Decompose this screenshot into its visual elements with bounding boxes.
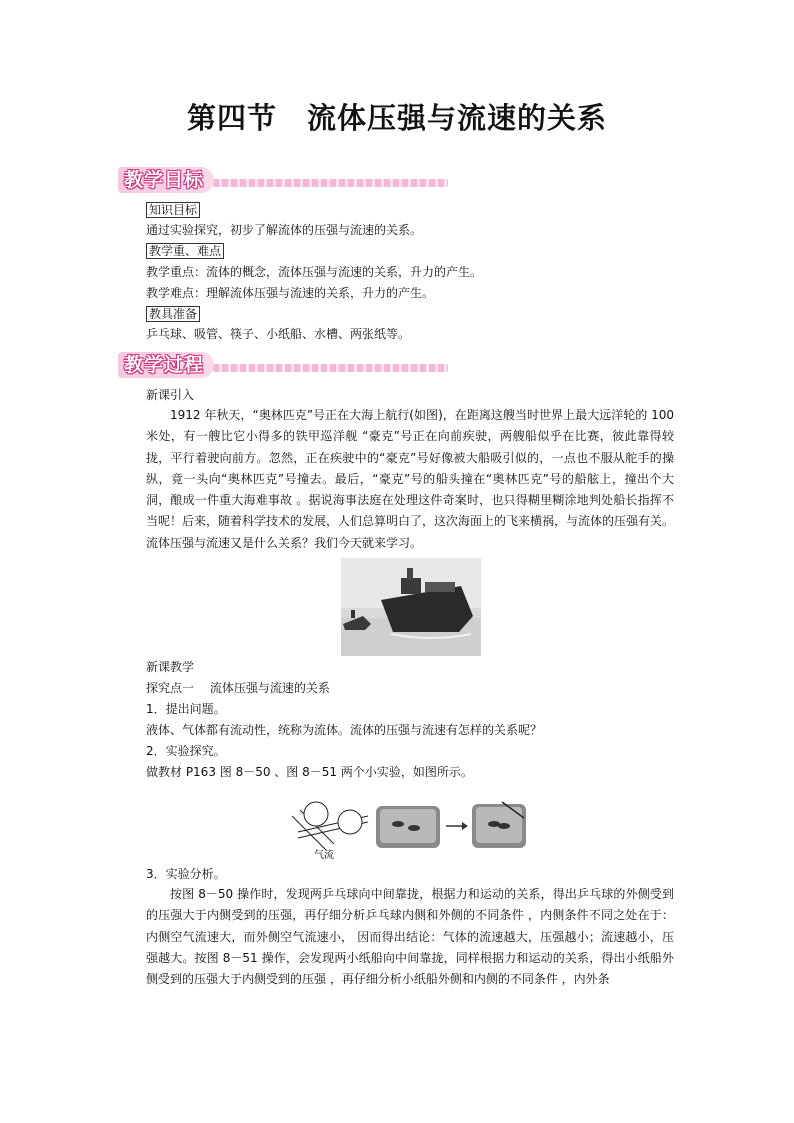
new-lesson-heading: 新课教学 (146, 660, 195, 674)
tools-text: 乒乓球、吸管、筷子、小纸船、水槽、两张纸等。 (146, 327, 411, 341)
banner-stripe (213, 179, 448, 187)
analysis-paragraph: 按图 8－50 操作时，发现两乒乓球向中间靠拢，根据力和运动的关系，得出乒乓球的外侧受到的压强大于内侧受到的压强，再仔细分析乒乓球内侧和外侧的不同条件 ，内侧条件不同之处在于：内侧空气流速大，而外侧空气流速小， 因而得出结论：气体的流速越大，压强越小；流速越小，压强越大。按图 8－51 操作，会发现两小纸船向中间靠拢，同样根据力和运动的关系，得出小纸船外侧受到的压强大于内侧受到的压强 ，再仔细分析小纸船外侧和内侧的不同条件 ，内外条 (146, 887, 674, 987)
page-title (0, 96, 794, 137)
step-1: 1．提出问题。 (146, 702, 226, 716)
banner-label: 教学目标 (118, 167, 214, 193)
question-text: 液体、气体都有流动性，统称为流体。流体的压强与流速有怎样的关系呢？ (146, 723, 543, 737)
tools-label: 教具准备 (146, 306, 200, 322)
section-banner-process (118, 350, 448, 380)
key-point-text: 教学重点：流体的概念，流体压强与流速的关系，升力的产生。 (146, 265, 483, 279)
banner-label: 教学过程 (118, 352, 214, 378)
banner-stripe (213, 364, 448, 372)
key-points-label: 教学重、难点 (146, 243, 224, 259)
step-3: 3．实验分析。 (146, 867, 226, 881)
section-banner-goals (118, 165, 448, 195)
intro-paragraph: 1912 年秋天，“奥林匹克”号正在大海上航行(如图)，在距离这艘当时世界上最大远洋轮的 100 米处，有一艘比它小得多的铁甲巡洋舰 “豪克”号正在向前疾驶，两艘船似乎在比赛，彼此靠得较拢，平行着驶向前方。忽然，正在疾驶中的“豪克”号好像被大船吸引似的，一点也不服从舵手的操纵，竟一头向“奥林匹克”号撞去。最后，“豪克”号的船头撞在“奥林匹克”号的船舷上，撞出个大洞，酿成一件重大海难事故 。据说海事法庭在处理这件奇案时，也只得糊里糊涂地判处船长指挥不当呢！后来，随着科学技术的发展，人们总算明白了，这次海面上的飞来横祸，与流体的压强有关。流体压强与流速又是什么关系？我们今天就来学习。 (146, 408, 675, 550)
step-2: 2．实验探究。 (146, 744, 226, 758)
title-topic: 流体压强与流速的关系 (307, 101, 608, 135)
inquiry-point-1: 探究点一 流体压强与流速的关系 (146, 681, 330, 695)
figure-label: 气流 (314, 850, 334, 860)
difficulty-text: 教学难点：理解流体压强与流速的关系，升力的产生。 (146, 286, 435, 300)
title-section-number: 第四节 (186, 101, 277, 135)
knowledge-goal-text: 通过实验探究，初步了解流体的压强与流速的关系。 (146, 223, 423, 237)
experiment-text: 做教材 P163 图 8－50 、图 8－51 两个小实验，如图所示。 (146, 765, 473, 779)
experiment-figure (288, 796, 528, 860)
intro-heading: 新课引入 (146, 388, 195, 402)
ship-photo (341, 558, 481, 656)
knowledge-goal-label: 知识目标 (146, 202, 200, 218)
